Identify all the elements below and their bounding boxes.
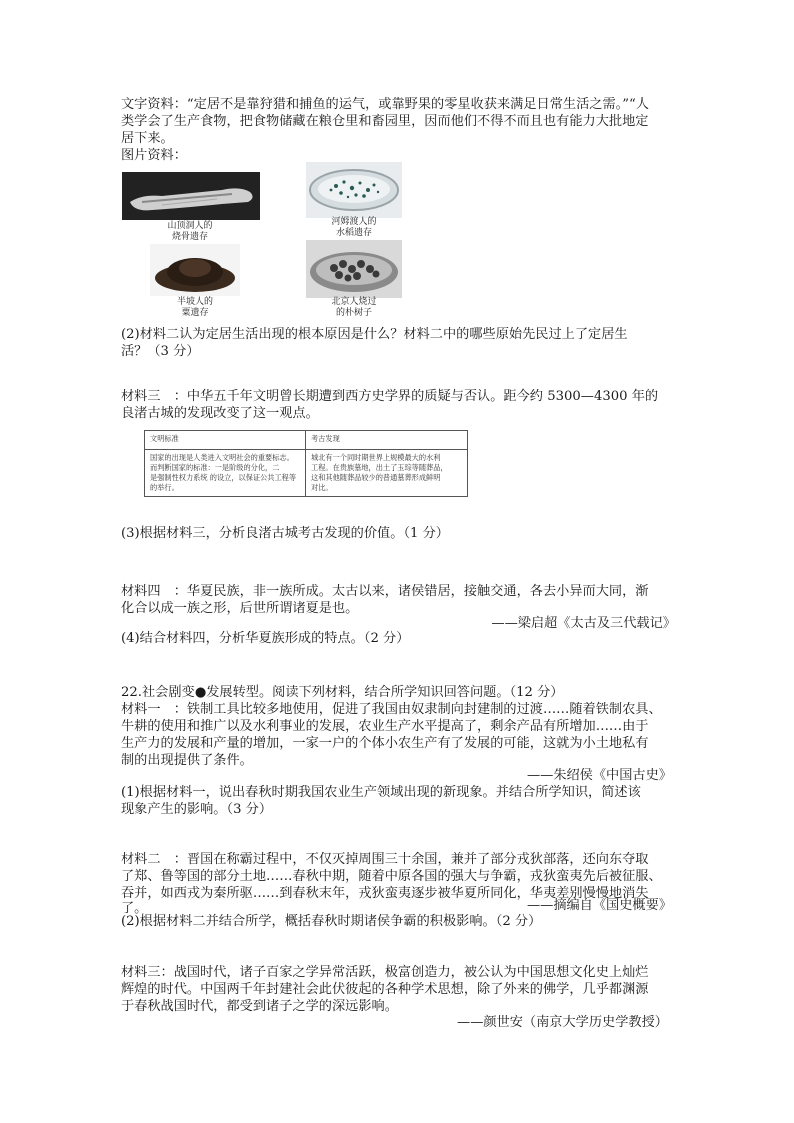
q22-m3-line1: 材料三：战国时代，诸子百家之学异常活跃，极富创造力，被公认为中国思想文化史上灿烂 <box>121 965 649 980</box>
rice-remains-image <box>306 162 402 218</box>
question2-line1: (2)材料二认为定居生活出现的根本原因是什么？材料二中的哪些原始先民过上了定居生 <box>121 327 628 342</box>
figure2-caption-line2: 水稻遗存 <box>335 228 372 238</box>
q22-m1-line4: 制的出现提供了条件。 <box>121 753 253 768</box>
q22-m2-line4: 了。 <box>121 901 148 916</box>
material4-source: ——梁启超《太古及三代载记》 <box>491 616 676 631</box>
material2-text-line1: 文字资料：“定居不是靠狩猎和捕鱼的运气，或靠野果的零星收获来满足日常生活之需。”“人 <box>121 97 649 112</box>
millet-remains-image <box>150 244 240 296</box>
q22-m2-line3: 吞并，如西戎为秦所驱……到春秋末年，戎狄蛮夷逐步被华夏所同化，华夷差别慢慢地消失 <box>121 886 649 901</box>
figure4-caption-line1: 北京人烧过 <box>331 297 377 307</box>
material4-line1: 材料四 ：华夏民族，非一族所成。太古以来，诸侯错居，接触交通，各去小异而大同，渐 <box>121 584 649 599</box>
q22-m2-line1: 材料二 ：晋国在称霸过程中，不仅灭掉周围三十余国，兼并了部分戎狄部落，还向东夺取 <box>121 852 649 867</box>
q22-m3-line3: 于春秋战国时代，都受到诸子之学的深远影响。 <box>121 999 398 1014</box>
standard-line: 的举行。 <box>150 483 179 492</box>
bone-remains-image <box>122 172 260 220</box>
discovery-line: 城北有一个同时期世界上规模最大的水利 <box>311 453 441 462</box>
civilization-table <box>144 430 468 497</box>
standard-line: 是强制性权力系统 的设立，以保证公共工程等 <box>150 473 297 482</box>
figure2-caption-line1: 河姆渡人的 <box>331 217 377 227</box>
figure3-caption-line2: 粟遗存 <box>181 308 209 318</box>
q22-m1-line2: 牛耕的使用和推广以及水利事业的发展，农业生产水平提高了，剩余产品有所增加……由于 <box>121 719 649 734</box>
discovery-line: 对比。 <box>311 483 333 492</box>
q22-q1-line2: 现象产生的影响。（3 分） <box>121 802 273 817</box>
q22-m3-line2: 辉煌的时代。中国两千年封建社会此伏彼起的各种学术思想，除了外来的佛学，几乎都渊源 <box>121 982 649 997</box>
material2-text-line3: 居下来。 <box>121 131 174 146</box>
table-header-standard: 文明标准 <box>145 431 306 450</box>
table-header-discovery: 考古发现 <box>306 431 468 450</box>
question4: (4)结合材料四，分析华夏族形成的特点。（2 分） <box>121 631 410 646</box>
discovery-line: 这和其他随葬品较少的普通墓葬形成鲜明 <box>311 473 441 482</box>
standard-line: 而判断国家的标准：一是阶级的分化，二 <box>150 463 280 472</box>
q22-m1-source: ——朱绍侯《中国古史》 <box>526 768 672 783</box>
question2-line2: 活？（3 分） <box>121 344 200 359</box>
material3-line2: 良渚古城的发现改变了这一观点。 <box>121 406 319 421</box>
q22-title: 22.社会剧变●发展转型。阅读下列材料，结合所学知识回答问题。（12 分） <box>121 685 564 700</box>
figure1-caption-line1: 山顶洞人的 <box>167 221 213 231</box>
figure1-caption-line2: 烧骨遗存 <box>171 232 208 242</box>
figure4-caption-line2: 的朴树子 <box>335 308 372 318</box>
q22-m1-line1: 材料一 ：铁制工具比较多地使用，促进了我国由奴隶制向封建制的过渡……随着铁制农具、 <box>121 702 662 717</box>
question3: (3)根据材料三，分析良渚古城考古发现的价值。（1 分） <box>121 526 449 541</box>
standard-line: 国家的出现是人类进入文明社会的重要标志。 <box>150 453 294 462</box>
table-cell-standard <box>145 450 306 497</box>
table-cell-discovery <box>306 450 468 497</box>
discovery-line: 工程。在贵族墓地，出土了玉琮等随葬品， <box>311 463 448 472</box>
q22-q2: (2)根据材料二并结合所学，概括春秋时期诸侯争霸的积极影响。（2 分） <box>121 914 542 929</box>
hackberry-seeds-image <box>306 240 402 298</box>
q22-m2-source: ——摘编自《国史概要》 <box>526 898 672 913</box>
material3-line1: 材料三 ：中华五千年文明曾长期遭到西方史学界的质疑与否认。距今约 5300—4300 年的 <box>121 389 659 404</box>
q22-m3-source: ——颜世安（南京大学历史学教授） <box>457 1015 668 1030</box>
q22-m1-line3: 生产力的发展和产量的增加，一家一户的个体小农生产有了发展的可能，这就为小土地私有 <box>121 736 649 751</box>
q22-q1-line1: (1)根据材料一，说出春秋时期我国农业生产领域出现的新现象。并结合所学知识，简述该 <box>121 785 641 800</box>
q22-m2-line2: 了郑、鲁等国的部分土地……春秋中期，随着中原各国的强大与争霸，戎狄蛮夷先后被征服、 <box>121 869 662 884</box>
picture-label: 图片资料： <box>121 148 187 163</box>
material2-text-line2: 类学会了生产食物，把食物储藏在粮仓里和畜园里，因而他们不得不而且也有能力大批地定 <box>121 114 649 129</box>
figure3-caption-line1: 半坡人的 <box>176 297 213 307</box>
material4-line2: 化合以成一族之形，后世所谓诸夏是也。 <box>121 601 359 616</box>
